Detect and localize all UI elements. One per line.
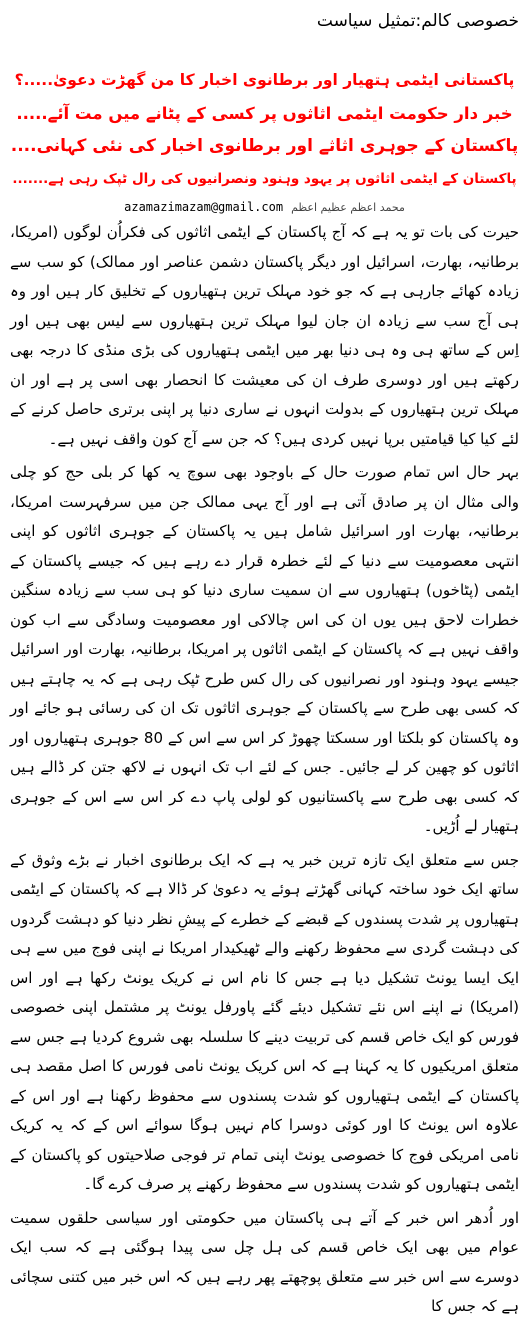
- byline: [10, 200, 519, 214]
- paragraph-1: حیرت کی بات تو یہ ہے کہ آج پاکستان کے ایٹمی اثاثوں کی فکراُن لوگوں (امریکا، برطانیہ، بھارت، اسرائیل اور دیگر پاکستان دشمن عناصر اور ممالک) کو سب سے زیادہ کھائے جارہی ہے کہ جو خود مہلک ترین ہتھیاروں کے تخلیق کار ہیں اور وہ ہی آج سب سے زیادہ ان جان لیوا مہلک ترین ہتھیاروں سے لیس بھی ہیں اور اِس کے ساتھ ہی وہ ہی دنیا بھر میں ایٹمی ہتھیاروں کی بڑی منڈی کا درجہ بھی رکھتے ہیں اور دوسری طرف ان کی معیشت کا انحصار بھی اسی پر ہے اور ان مہلک ترین ہتھیاروں کے بدولت انہوں نے ساری دنیا پر اپنی برتری حاصل کرنے کے لئے کیا کیا قیامتیں برپا نہیں کردی ہیں؟ کہ جن سے آج کون واقف نہیں ہے۔: [10, 223, 519, 448]
- paragraph-4: اور اُدھر اس خبر کے آتے ہی پاکستان میں حکومتی اور سیاسی حلقوں سمیت عوام میں بھی ایک خاص قسم کی ہل چل سی پیدا ہوگئی ہے کہ سب ایک دوسرے سے اس خبر سے متعلق پوچھتے پھر رہے ہیں کہ اس خبر میں کتنی سچائی ہے کہ جس کا: [10, 1208, 519, 1315]
- headline-3: پاکستان کے جوہری اثاثے اور برطانوی اخبار کی نئی کہانی....: [10, 136, 519, 156]
- column-category: خصوصی کالم:تمثیل سیاست: [316, 11, 519, 31]
- headline-2: خبر دار حکومت ایٹمی اثاثوں پر کسی کے پٹانے میں مت آئے.....: [16, 104, 513, 123]
- paragraph-2: بہر حال اس تمام صورت حال کے باوجود بھی سوچ یہ کھا کر بلی حج کو چلی والی مثال ان پر صادق آتی ہے اور آج یہی ممالک جن میں سرفہرست امریکا، برطانیہ، بھارت اور اسرائیل شامل ہیں یہ پاکستان کے جوہری اثاثوں کو اپنی انتہی معصومیت سے دنیا کے لئے خطرہ قرار دے رہے ہیں کہ جیسے پاکستان کے ایٹمی (پٹاخوں) ہتھیاروں سے ان سمیت ساری دنیا کو ہی سب سے زیادہ سنگین خطرات لاحق ہیں یوں ان کی اس چالاکی اور معصومیت وسادگی سے اب کون واقف نہیں ہے کہ پاکستان کے ایٹمی اثاثوں پر امریکا، برطانیہ، بھارت اور اسرائیل جیسے یہود وہنود اور نصرانیوں کی رال کس طرح ٹپک رہی ہے کہ یہ چاہتے ہیں کہ کسی بھی طرح سے پاکستان کے جوہری اثاثوں تک ان کی رسائی ہو جائے اور وہ پاکستان کو بلکتا اور سسکتا چھوڑ کر اس سے اس کے 80 جوہری ہتھیاروں اور اثاثوں کو چھین کر لے جائیں۔ جس کے لئے اب تک انہوں نے لاکھ جتن کر ڈالے ہیں کہ کسی بھی طرح سے پاکستانیوں کو لولی پاپ دے کر اس سے اس کے جوہری ہتھیار لے اُڑیں۔: [10, 463, 519, 835]
- article-body: [10, 218, 519, 1322]
- author-name: محمد اعظم عظیم اعظم: [291, 201, 405, 214]
- author-email[interactable]: azamazimazam@gmail.com: [124, 200, 284, 214]
- paragraph-3: جس سے متعلق ایک تازہ ترین خبر یہ ہے کہ ایک برطانوی اخبار نے بڑے وثوق کے ساتھ ایک خود ساختہ کہانی گھڑتے ہوئے یہ دعویٰ کر ڈالا ہے کہ پاکستان کے ایٹمی ہتھیاروں پر شدت پسندوں کے قبضے کے خطرے کے پیشِ نظر دنیا کو دہشت گردوں کی دہشت گردی سے محفوظ رکھنے والے ٹھیکیدار امریکا نے اپنی فوج میں سے ہی ایک ایسا یونٹ تشکیل دیا ہے جس کا نام اس نے کریک یونٹ رکھا ہے اور اس (امریکا) نے اپنے اس نئے تشکیل دیئے گئے پاورفل یونٹ پر مشتمل اپنی خصوصی فورس کو ایک خاص قسم کی تربیت دینے کا سلسلہ بھی شروع کردیا ہے جس سے متعلق امریکیوں کا یہ کہنا ہے کہ اس کریک یونٹ نامی فورس کا اصل مقصد ہی پاکستان کے ایٹمی ہتھیاروں کو شدت پسندوں سے محفوظ رکھنا ہے اور اس کے علاوہ اس یونٹ کا اور کوئی دوسرا کام نہیں ہوگا سوائے اس کے کہ یہ کریک نامی امریکی فوج کا خصوصی یونٹ اپنی تمام تر فوجی صلاحیتوں کو پاکستان کے ایٹمی ہتھیاروں کو شدت پسندوں سے محفوظ رکھنے پر صرف کرے گا۔: [10, 850, 519, 1193]
- headline-4: پاکستان کے ایٹمی اثاثوں پر یہود وہنود ونصرانیوں کی رال ٹپک رہی ہے.......: [12, 171, 517, 187]
- headline-1: پاکستانی ایٹمی ہتھیار اور برطانوی اخبار کا من گھڑت دعویٰ.....؟: [14, 71, 515, 89]
